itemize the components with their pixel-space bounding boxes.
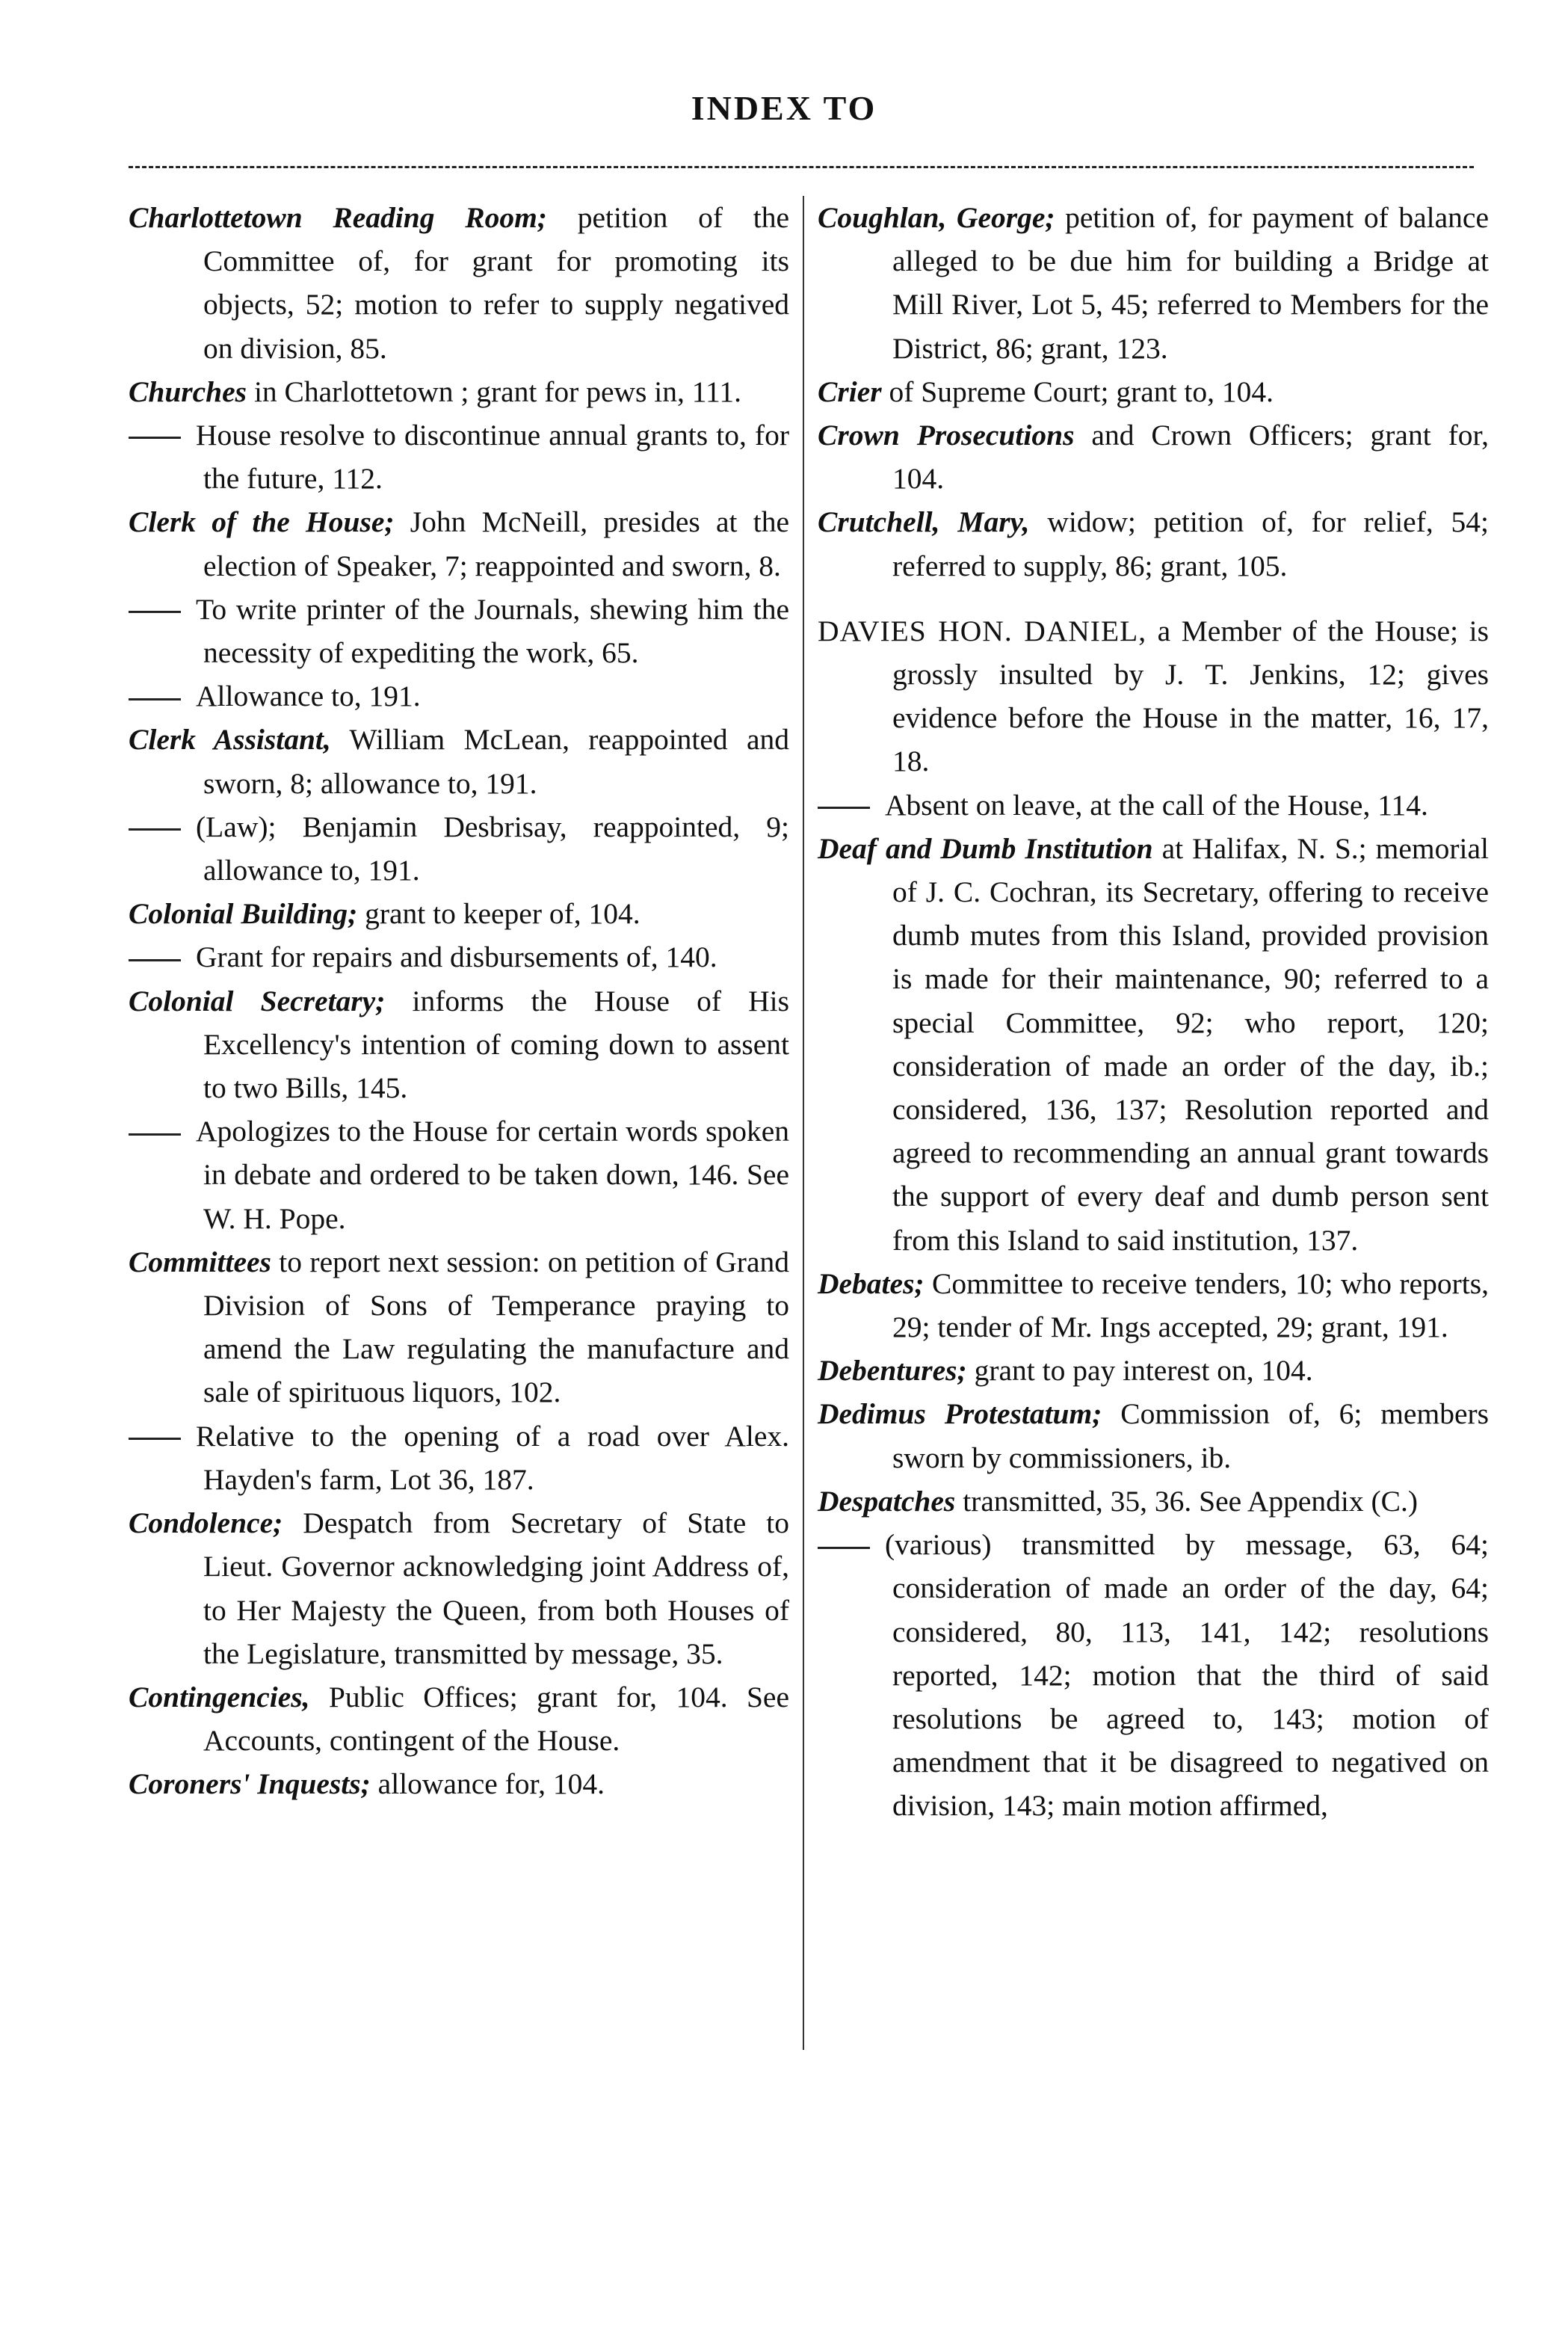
index-entry — [818, 196, 1489, 370]
entry-text: allowance for, 104. — [370, 1767, 605, 1801]
entry-heading: Committees — [129, 1245, 271, 1278]
page-title: INDEX TO — [691, 89, 877, 127]
entry-heading: Contingencies, — [129, 1680, 310, 1713]
index-entry — [818, 413, 1489, 500]
index-column-right — [818, 196, 1489, 1828]
entry-heading: Despatches — [818, 1484, 956, 1518]
index-subentry — [129, 1109, 789, 1240]
index-entry — [818, 1349, 1489, 1392]
index-entry — [129, 500, 789, 587]
index-entry — [818, 370, 1489, 413]
entry-heading: Debentures; — [818, 1354, 967, 1388]
entry-text: Absent on leave, at the call of the House, 114. — [885, 788, 1428, 822]
ditto-dash — [818, 783, 885, 827]
entry-text: Public Offices; grant for, 104. See Accounts, contingent of the House. — [203, 1680, 789, 1758]
index-subentry — [129, 413, 789, 500]
ditto-dash — [818, 1523, 885, 1566]
entry-text: To write printer of the Journals, shewing him the necessity of expediting the work, 65. — [196, 592, 789, 670]
entry-text: Allowance to, 191. — [196, 680, 421, 713]
entry-heading: Crown Prosecutions — [818, 419, 1075, 452]
entry-text: grant to pay interest on, 104. — [966, 1354, 1313, 1388]
ditto-dash — [129, 413, 196, 457]
entry-text: informs the House of His Excellency's intention of coming down to assent to two Bills, 145. — [203, 984, 789, 1105]
entry-heading: Dedimus Protestatum; — [818, 1397, 1102, 1431]
entry-heading: Clerk Assistant, — [129, 723, 331, 757]
index-entry — [129, 196, 789, 370]
entry-text: a Member of the House; is grossly insulted by J. T. Jenkins, 12; gives evidence before the House in the matter, 16, 17, 18. — [892, 614, 1489, 778]
index-entry — [129, 979, 789, 1110]
entry-text: William McLean, reappointed and sworn, 8; allowance to, 191. — [203, 723, 789, 800]
index-entry — [818, 1262, 1489, 1349]
entry-text: Despatch from Secretary of State to Lieut. Governor acknowledging joint Address of, to Her Majesty the Queen, from both Houses of the Legislature, transmitted by message, 35. — [203, 1506, 789, 1670]
ditto-dash — [129, 1109, 196, 1153]
ditto-dash — [129, 805, 196, 849]
index-subentry — [129, 805, 789, 892]
entry-text: petition of the Committee of, for grant for promoting its objects, 52; motion to refer to supply negatived on division, 85. — [203, 201, 789, 365]
index-entry — [818, 609, 1489, 783]
index-subentry — [818, 1523, 1489, 1827]
index-entry — [818, 1392, 1489, 1479]
entry-heading: Colonial Building; — [129, 897, 358, 931]
entry-heading: Debates; — [818, 1266, 925, 1300]
entry-text: Apologizes to the House for certain words spoken in debate and ordered to be taken down, 146. See W. H. Pope. — [196, 1115, 789, 1235]
entry-text: Grant for repairs and disbursements of, 140. — [196, 940, 717, 974]
entry-heading: Charlottetown Reading Room; — [129, 201, 547, 234]
entry-heading: Churches — [129, 375, 247, 408]
entry-heading: Colonial Secretary; — [129, 984, 386, 1017]
index-entry — [129, 1675, 789, 1762]
entry-text: (Law); Benjamin Desbrisay, reappointed, 9; allowance to, 191. — [196, 810, 789, 887]
column-divider — [803, 196, 804, 2050]
entry-heading: Crier — [818, 375, 882, 408]
index-entry — [129, 1240, 789, 1414]
index-subentry — [818, 783, 1489, 827]
entry-heading: Condolence; — [129, 1506, 283, 1540]
header-rule — [129, 166, 1474, 168]
entry-heading: DAVIES HON. DANIEL, — [818, 614, 1147, 647]
entry-text: transmitted, 35, 36. See Appendix (C.) — [955, 1484, 1419, 1518]
index-subentry — [129, 1414, 789, 1501]
index-entry — [129, 1762, 789, 1805]
ditto-dash — [129, 588, 196, 631]
entry-text: Committee to receive tenders, 10; who reports, 29; tender of Mr. Ings accepted, 29; grant, 191. — [892, 1266, 1489, 1344]
ditto-dash — [129, 935, 196, 979]
entry-text: (various) transmitted by message, 63, 64; consideration of made an order of the day, 64; considered, 80, 113, 141, 142; resolutions reported, 142; motion that the third of said resolutions be agreed to, 143; motion of amendment that it be disagreed to negatived on division, 143; main motion affirmed, — [885, 1528, 1489, 1823]
entry-text: Commission of, 6; members sworn by commissioners, ib. — [892, 1397, 1490, 1474]
entry-heading: Clerk of the House; — [129, 505, 395, 539]
entry-text: widow; petition of, for relief, 54; referred to supply, 86; grant, 105. — [892, 505, 1490, 582]
entry-text: petition of, for payment of balance alleged to be due him for building a Bridge at Mill River, Lot 5, 45; referred to Members for the District, 86; grant, 123. — [892, 201, 1489, 365]
index-subentry — [129, 674, 789, 718]
entry-text: in Charlottetown ; grant for pews in, 111. — [247, 375, 741, 408]
entry-text: and Crown Officers; grant for, 104. — [892, 419, 1489, 496]
ditto-dash — [129, 1414, 196, 1458]
index-entry — [129, 892, 789, 935]
index-entry — [129, 1501, 789, 1675]
entry-heading: Deaf and Dumb Institution — [818, 831, 1153, 865]
index-entry — [818, 1479, 1489, 1523]
index-entry — [818, 827, 1489, 1262]
index-subentry — [129, 588, 789, 674]
ditto-dash — [129, 674, 196, 718]
index-entry — [129, 370, 789, 413]
entry-text: grant to keeper of, 104. — [357, 897, 641, 931]
entry-text: House resolve to discontinue annual grants to, for the future, 112. — [196, 419, 789, 496]
entry-heading: Crutchell, Mary, — [818, 505, 1030, 539]
entry-text: of Supreme Court; grant to, 104. — [881, 375, 1274, 408]
entry-text: John McNeill, presides at the election of Speaker, 7; reappointed and sworn, 8. — [203, 505, 789, 582]
index-subentry — [129, 935, 789, 979]
entry-heading: Coroners' Inquests; — [129, 1767, 371, 1801]
entry-heading: Coughlan, George; — [818, 201, 1055, 234]
entry-text: at Halifax, N. S.; memorial of J. C. Cochran, its Secretary, offering to receive dumb mutes from this Island, provided provision is made for their maintenance, 90; referred to a special Committee, 92; who report, 120; consideration of made an order of the day, ib.; considered, 136, 137; Resolution reported and agreed to recommending an annual grant towards the support of every deaf and dumb person sent from this Island to said institution, 137. — [892, 831, 1489, 1257]
entry-text: to report next session: on petition of Grand Division of Sons of Temperance praying to amend the Law regulating the manufacture and sale of spirituous liquors, 102. — [203, 1245, 789, 1409]
entry-text: Relative to the opening of a road over Alex. Hayden's farm, Lot 36, 187. — [196, 1419, 789, 1496]
index-entry — [818, 500, 1489, 587]
index-column-left — [129, 196, 789, 1806]
index-entry — [129, 718, 789, 804]
